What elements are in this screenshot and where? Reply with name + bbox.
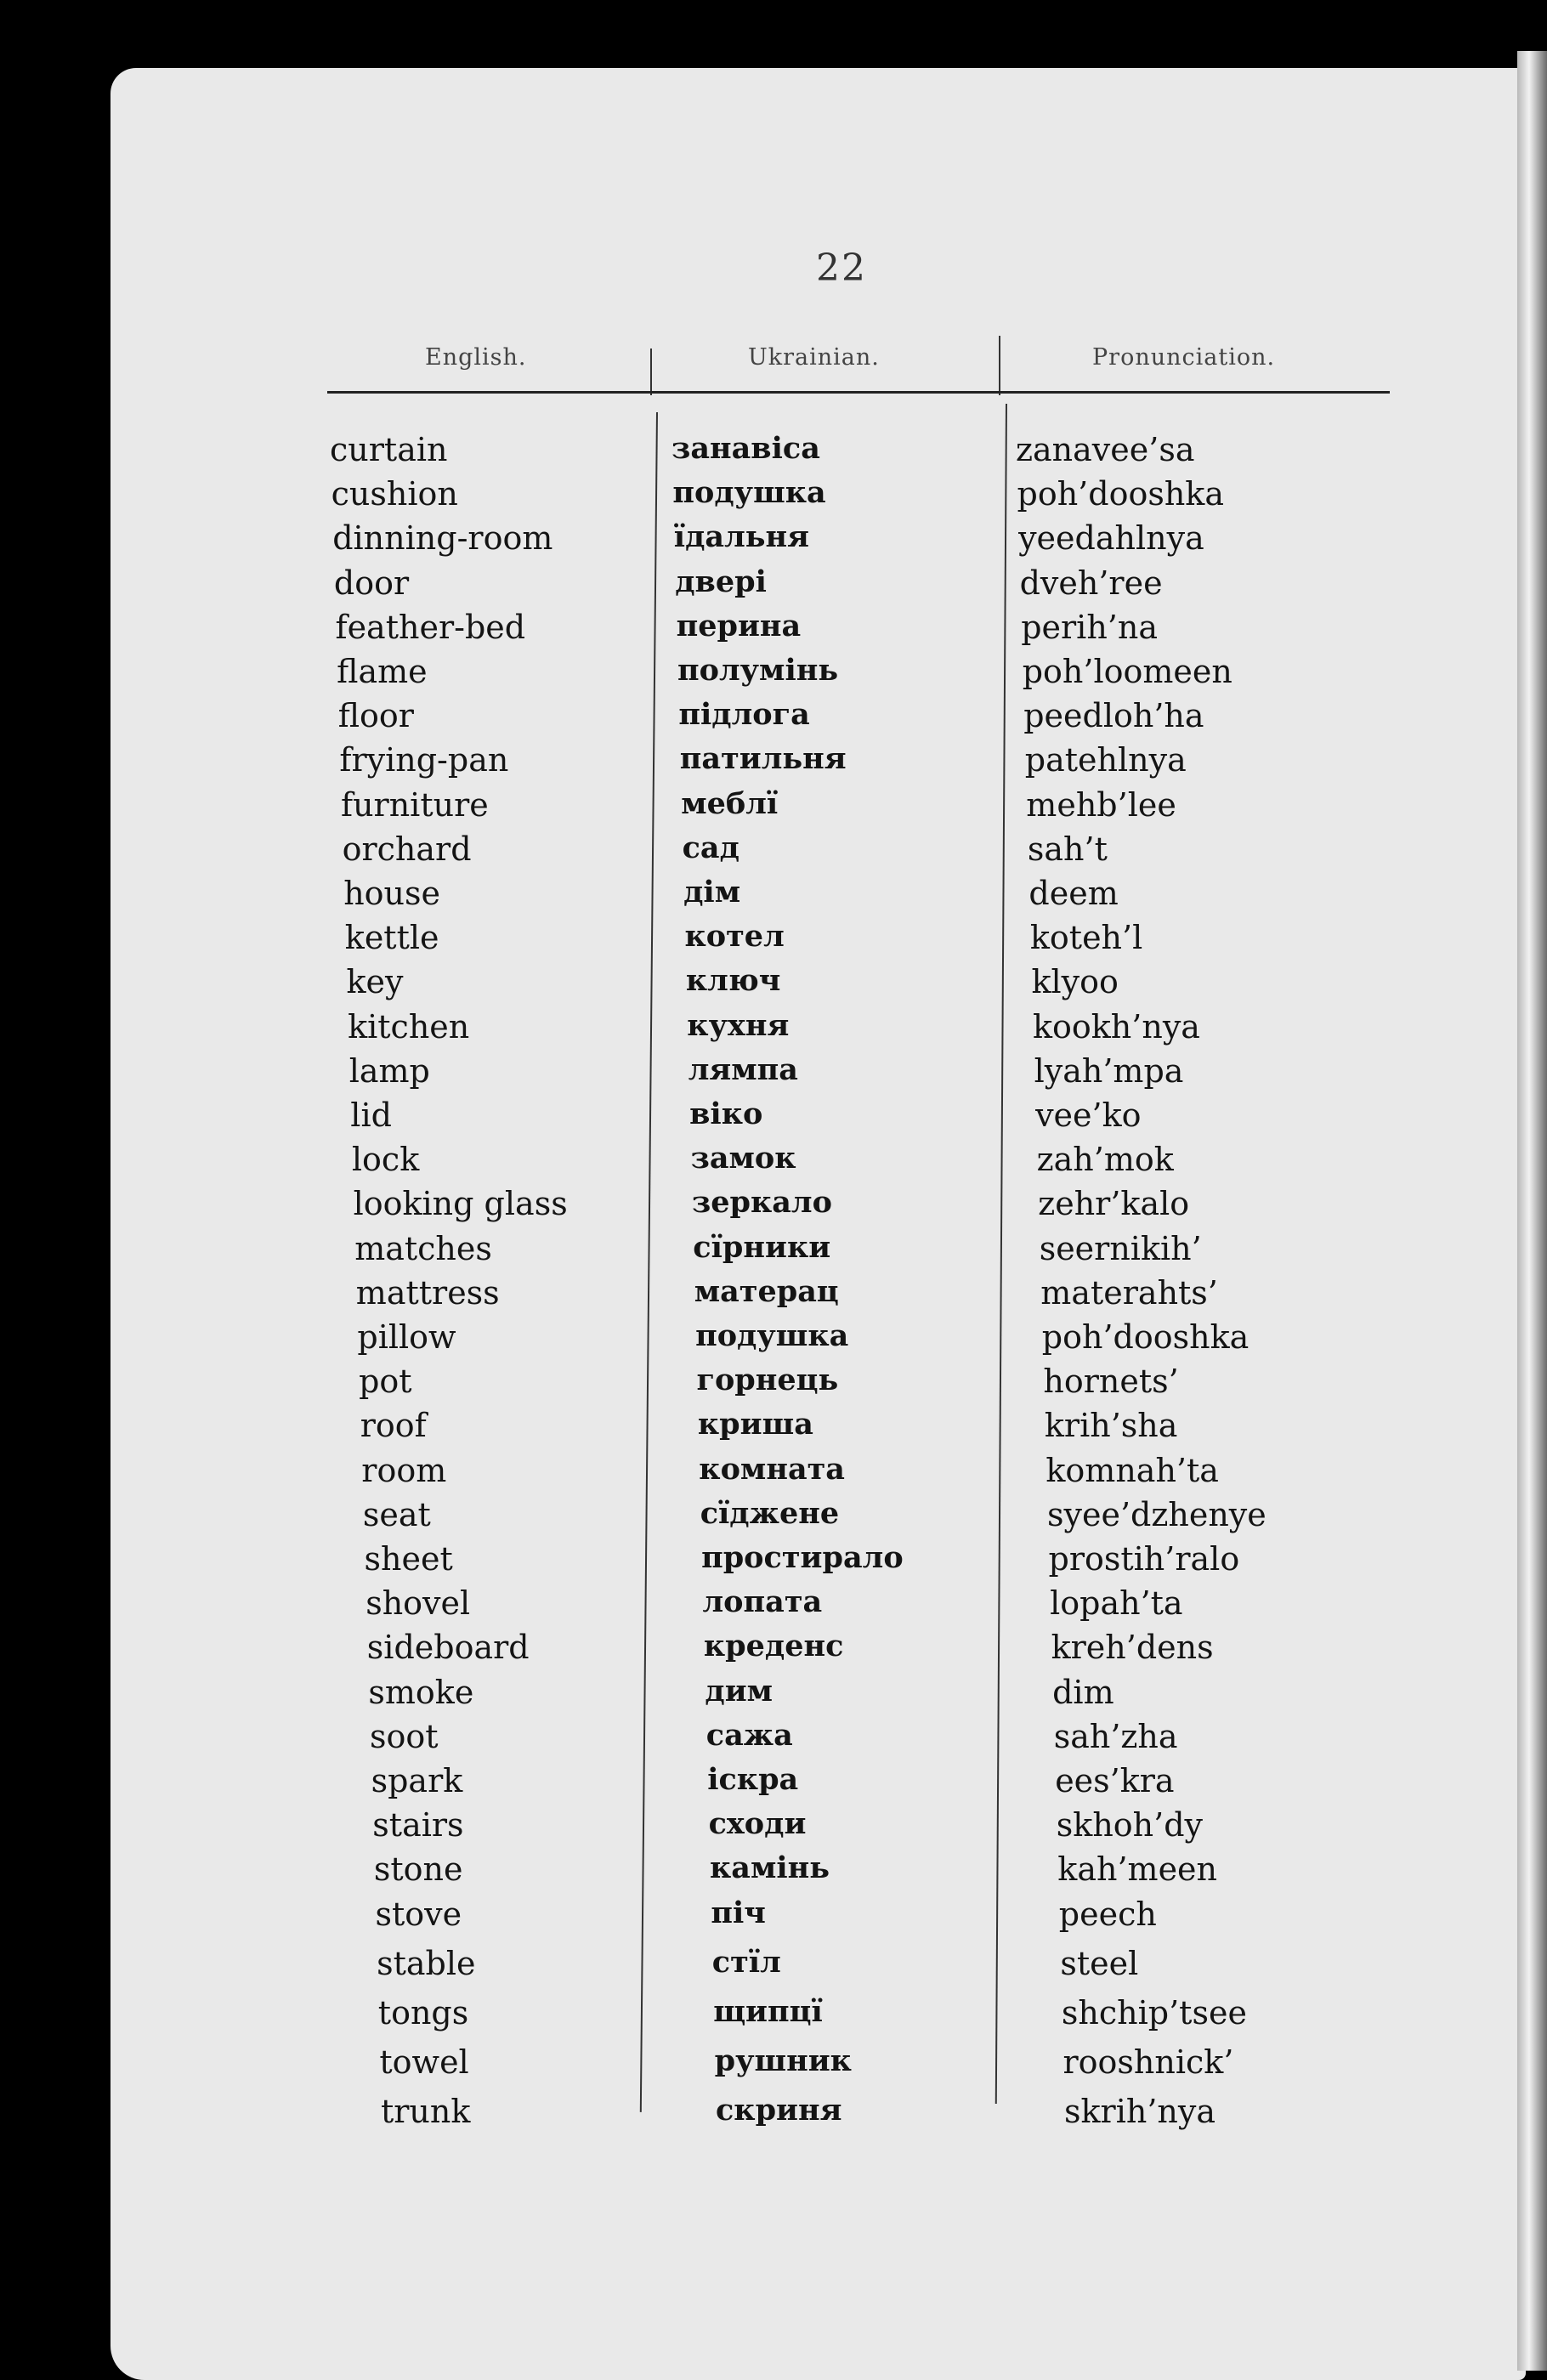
english-word: key bbox=[346, 963, 404, 1001]
ukrainian-word: простирало bbox=[701, 1540, 904, 1575]
ukrainian-word: підлога bbox=[678, 697, 810, 733]
ukrainian-word: комната bbox=[699, 1451, 845, 1487]
ukrainian-word: полумінь bbox=[677, 653, 839, 688]
ukrainian-word: замок bbox=[690, 1141, 796, 1176]
ukrainian-word: перина bbox=[676, 608, 802, 643]
english-word: furniture bbox=[341, 785, 489, 824]
english-word: room bbox=[361, 1451, 447, 1489]
ukrainian-word: віко bbox=[689, 1096, 763, 1131]
english-word: trunk bbox=[381, 2093, 471, 2131]
pronunciation-word: zah’mok bbox=[1036, 1141, 1174, 1179]
english-word: soot bbox=[370, 1717, 439, 1755]
ukrainian-word: щипцї bbox=[713, 1994, 823, 2029]
ukrainian-word: піч bbox=[711, 1895, 766, 1930]
ukrainian-word: сїрники bbox=[693, 1229, 831, 1265]
english-word: stable bbox=[377, 1944, 476, 1982]
pronunciation-word: zanavee’sa bbox=[1016, 431, 1195, 468]
header-english: English. bbox=[425, 344, 527, 371]
ukrainian-word: сїджене bbox=[700, 1495, 840, 1531]
english-word: sheet bbox=[364, 1540, 453, 1578]
english-word: curtain bbox=[330, 431, 448, 468]
pronunciation-word: klyoo bbox=[1031, 963, 1119, 1001]
pronunciation-word: patehlnya bbox=[1024, 741, 1187, 779]
book-page bbox=[110, 68, 1526, 2380]
pronunciation-word: peech bbox=[1058, 1895, 1157, 1933]
english-word: pillow bbox=[357, 1318, 456, 1356]
english-word: pot bbox=[359, 1363, 412, 1401]
ukrainian-word: кухня bbox=[687, 1007, 790, 1043]
ukrainian-word: лопата bbox=[702, 1584, 823, 1620]
pronunciation-word: vee’ko bbox=[1035, 1096, 1142, 1134]
pronunciation-word: kookh’nya bbox=[1033, 1007, 1200, 1046]
header-rule bbox=[327, 391, 1390, 394]
pronunciation-word: poh’loomeen bbox=[1022, 653, 1232, 690]
ukrainian-word: камінь bbox=[710, 1850, 830, 1886]
header-divider-2 bbox=[999, 336, 1000, 395]
ukrainian-word: лямпа bbox=[688, 1051, 798, 1087]
book-spine-edge bbox=[1517, 51, 1547, 2371]
english-word: lamp bbox=[348, 1051, 430, 1090]
header-ukrainian: Ukrainian. bbox=[748, 344, 880, 371]
pronunciation-word: deem bbox=[1028, 875, 1119, 912]
pronunciation-word: sah’t bbox=[1027, 830, 1108, 868]
header-pronunciation: Pronunciation. bbox=[1092, 344, 1276, 371]
english-word: door bbox=[333, 564, 410, 602]
ukrainian-word: занавіса bbox=[672, 431, 820, 466]
english-word: house bbox=[343, 875, 441, 912]
pronunciation-word: poh’dooshka bbox=[1041, 1318, 1250, 1356]
pronunciation-word: zehr’kalo bbox=[1038, 1185, 1190, 1223]
english-word: shovel bbox=[366, 1584, 471, 1623]
pronunciation-word: kah’meen bbox=[1057, 1850, 1218, 1889]
pronunciation-word: yeedahlnya bbox=[1018, 519, 1204, 558]
pronunciation-word: hornets’ bbox=[1043, 1363, 1179, 1401]
ukrainian-word: сажа bbox=[706, 1717, 793, 1753]
pronunciation-word: shchip’tsee bbox=[1061, 1994, 1247, 2032]
english-word: feather-bed bbox=[335, 608, 526, 646]
english-word: cushion bbox=[331, 475, 458, 513]
ukrainian-word: сходи bbox=[708, 1806, 807, 1842]
ukrainian-word: креденс bbox=[703, 1629, 844, 1664]
english-word: mattress bbox=[355, 1273, 500, 1312]
ukrainian-word: сад bbox=[682, 830, 740, 865]
ukrainian-word: криша bbox=[697, 1407, 813, 1442]
ukrainian-word: стїл bbox=[711, 1944, 781, 1980]
english-word: spark bbox=[371, 1762, 463, 1799]
ukrainian-word: матерац bbox=[694, 1273, 839, 1309]
pronunciation-word: mehb’lee bbox=[1026, 785, 1176, 824]
english-word: sideboard bbox=[366, 1629, 530, 1667]
english-word: roof bbox=[360, 1407, 427, 1445]
english-word: smoke bbox=[368, 1673, 474, 1711]
ukrainian-word: дім bbox=[683, 875, 741, 910]
pronunciation-word: steel bbox=[1060, 1944, 1139, 1982]
english-word: kitchen bbox=[348, 1007, 470, 1046]
pronunciation-word: poh’dooshka bbox=[1017, 475, 1224, 513]
pronunciation-word: skrih’nya bbox=[1064, 2093, 1216, 2131]
pronunciation-word: peedloh’ha bbox=[1023, 697, 1204, 735]
english-word: frying-pan bbox=[339, 741, 509, 779]
pronunciation-word: krih’sha bbox=[1044, 1407, 1178, 1445]
english-word: dinning-room bbox=[332, 519, 553, 558]
english-word: kettle bbox=[344, 919, 439, 957]
english-word: flame bbox=[337, 653, 428, 690]
english-word: lid bbox=[350, 1096, 392, 1134]
pronunciation-word: syee’dzhenye bbox=[1047, 1495, 1266, 1533]
pronunciation-word: rooshnick’ bbox=[1062, 2043, 1234, 2082]
pronunciation-word: sah’zha bbox=[1053, 1717, 1178, 1755]
english-word: matches bbox=[354, 1229, 492, 1267]
pronunciation-word: materahts’ bbox=[1040, 1273, 1218, 1312]
english-word: tongs bbox=[377, 1994, 469, 2032]
ukrainian-word: ключ bbox=[685, 963, 781, 999]
ukrainian-word: скриня bbox=[716, 2093, 842, 2128]
ukrainian-word: патильня bbox=[679, 741, 847, 777]
pronunciation-word: prostih’ralo bbox=[1048, 1540, 1240, 1578]
pronunciation-word: perih’na bbox=[1021, 608, 1159, 646]
pronunciation-word: lyah’mpa bbox=[1034, 1051, 1184, 1090]
ukrainian-word: зеркало bbox=[691, 1185, 832, 1221]
pronunciation-word: dim bbox=[1052, 1673, 1114, 1711]
pronunciation-word: seernikih’ bbox=[1039, 1229, 1202, 1267]
pronunciation-word: dveh’ree bbox=[1019, 564, 1163, 602]
page-number: 22 bbox=[816, 246, 867, 290]
english-word: orchard bbox=[342, 830, 472, 868]
english-word: looking glass bbox=[353, 1185, 568, 1223]
pronunciation-word: komnah’ta bbox=[1046, 1451, 1219, 1489]
ukrainian-word: подушка bbox=[672, 475, 826, 511]
pronunciation-word: skhoh’dy bbox=[1056, 1806, 1204, 1844]
ukrainian-word: дим bbox=[705, 1673, 774, 1708]
pronunciation-word: koteh’l bbox=[1029, 919, 1143, 957]
english-word: stove bbox=[375, 1895, 462, 1933]
header-divider-1 bbox=[650, 348, 652, 395]
ukrainian-word: меблї bbox=[681, 785, 779, 821]
english-word: stone bbox=[373, 1850, 463, 1889]
ukrainian-word: котел bbox=[684, 919, 785, 955]
english-word: stairs bbox=[372, 1806, 464, 1844]
ukrainian-word: горнець bbox=[696, 1363, 839, 1398]
ukrainian-word: двері bbox=[675, 564, 767, 599]
pronunciation-word: lopah’ta bbox=[1050, 1584, 1183, 1623]
english-word: seat bbox=[362, 1495, 431, 1533]
pronunciation-word: ees’kra bbox=[1055, 1762, 1175, 1799]
ukrainian-word: їдальня bbox=[673, 519, 810, 555]
pronunciation-word: kreh’dens bbox=[1051, 1629, 1214, 1667]
english-word: floor bbox=[337, 697, 414, 735]
english-word: towel bbox=[379, 2043, 469, 2082]
ukrainian-word: іскра bbox=[707, 1762, 799, 1797]
english-word: lock bbox=[351, 1141, 420, 1179]
ukrainian-word: подушка bbox=[695, 1318, 849, 1353]
ukrainian-word: рушник bbox=[714, 2043, 852, 2079]
